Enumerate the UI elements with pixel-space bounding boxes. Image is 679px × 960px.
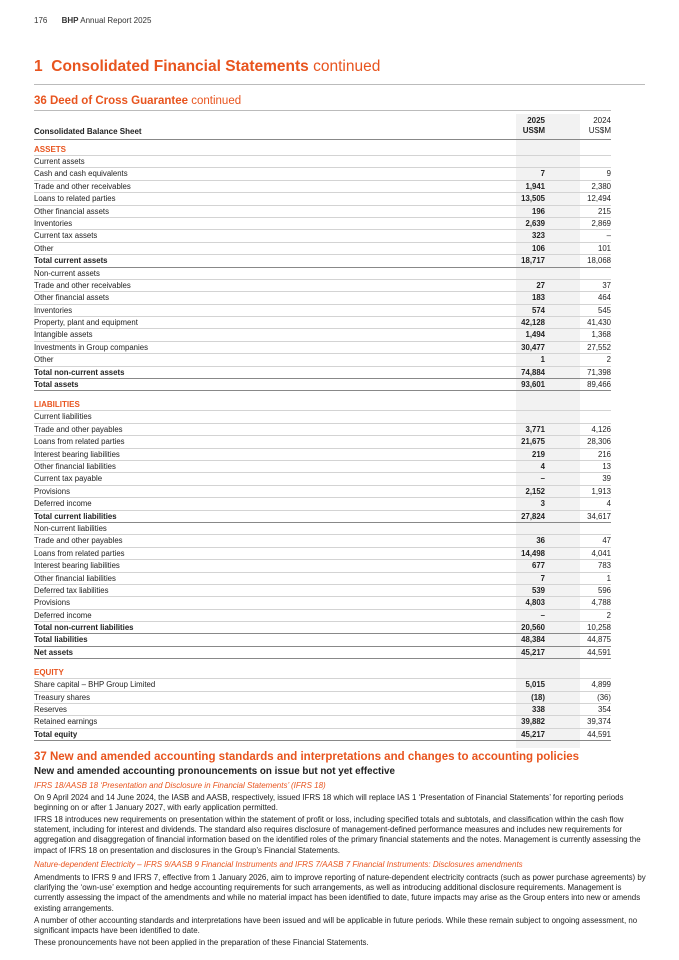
value-2024: 215 — [597, 206, 611, 216]
value-2025: 106 — [531, 243, 545, 253]
row-label: Interest bearing liabilities — [34, 561, 120, 571]
table-row — [34, 305, 611, 317]
value-2025: 2,639 — [525, 218, 545, 228]
value-2025: 45,217 — [521, 729, 545, 739]
value-2024: 545 — [597, 305, 611, 315]
row-label: Interest bearing liabilities — [34, 449, 120, 459]
table-row — [34, 243, 611, 255]
value-2024: 216 — [597, 449, 611, 459]
row-label: Total current assets — [34, 256, 108, 266]
value-2025: 39,882 — [521, 717, 545, 727]
value-2024: 4,126 — [591, 424, 611, 434]
assets-heading: ASSETS — [34, 140, 611, 156]
row-label: Deferred income — [34, 610, 92, 620]
row-label: Other financial assets — [34, 206, 109, 216]
table-row — [34, 317, 611, 329]
column-2025-header: 2025 US$M — [522, 116, 545, 135]
value-2024: 18,068 — [587, 256, 611, 266]
row-label: Total equity — [34, 729, 78, 739]
paragraph-5: These pronouncements have not been applied in the preparation of these Financial Statements. — [34, 938, 369, 947]
table-row — [34, 329, 611, 341]
table-row — [34, 704, 611, 716]
ifrs18-heading: IFRS 18/AASB 18 ‘Presentation and Disclosure in Financial Statements’ (IFRS 18) — [34, 781, 326, 790]
value-2024: 4,788 — [591, 598, 611, 608]
value-2025: 36 — [536, 536, 545, 546]
row-label: Total current liabilities — [34, 511, 117, 521]
paragraph-4: A number of other accounting standards and interpretations have been issued and will be applicable in future periods. While these remain subject to ongoing assessment, no significant impacts have been identified to date. — [34, 916, 638, 936]
value-2025: 338 — [531, 705, 545, 715]
row-label: Trade and other payables — [34, 424, 123, 434]
row-label: Total non-current assets — [34, 367, 125, 377]
table-row — [34, 449, 611, 461]
liabilities-heading: LIABILITIES — [34, 395, 611, 411]
value-2024: 9 — [606, 169, 611, 179]
non-current-liabilities-heading: Non-current liabilities — [34, 523, 611, 535]
page-title-text: Consolidated Financial Statements — [51, 58, 309, 75]
paragraph-2: IFRS 18 introduces new requirements on presentation within the statement of profit or loss, including specified totals and subtotals, and classification within the cash flow statement, including for interest and dividends. The standard also requires disclosure of management-defined performance measures and includes new requirements for aggregation and disaggregation of financial information based on the identified roles of the primary financial statements and the notes. Management is currently assessing the impact of IFRS 18 on presentation and disclosures in the Group’s Financial Statements. — [34, 815, 641, 855]
table-row — [34, 535, 611, 547]
row-label: Other financial assets — [34, 293, 109, 303]
section-37-subtitle: New and amended accounting pronouncements on issue but not yet effective — [34, 766, 395, 777]
value-2024: 783 — [597, 561, 611, 571]
table-row — [34, 486, 611, 498]
value-2024: 1 — [606, 573, 611, 583]
row-label: Treasury shares — [34, 692, 91, 702]
table-row — [34, 280, 611, 292]
row-label: Provisions — [34, 598, 70, 608]
table-row — [34, 498, 611, 510]
current-liabilities-heading: Current liabilities — [34, 411, 611, 423]
value-2024: 13 — [602, 461, 611, 471]
value-2025: 7 — [540, 573, 545, 583]
table-row — [34, 573, 611, 585]
value-2025: – — [540, 474, 545, 484]
paragraph-1: On 9 April 2024 and 14 June 2024, the IASB and AASB, respectively, issued IFRS 18 which will replace IAS 1 ‘Presentation of Financial Statements’ for reporting periods beginning on or after 1 January 2027, with early application permitted. — [34, 793, 624, 813]
value-2025: 1 — [540, 355, 545, 365]
value-2025: 7 — [540, 169, 545, 179]
value-2024: 2,380 — [591, 181, 611, 191]
table-row — [34, 354, 611, 366]
value-2025: – — [540, 610, 545, 620]
value-2024: 44,875 — [587, 635, 611, 645]
row-label: Loans from related parties — [34, 437, 125, 447]
value-2025: 574 — [531, 305, 545, 315]
value-2024: 37 — [602, 280, 611, 290]
value-2024: 28,306 — [587, 437, 611, 447]
value-2025: 14,498 — [521, 548, 545, 558]
title-rule — [34, 84, 645, 85]
value-2024: (36) — [597, 692, 611, 702]
paragraph-3: Amendments to IFRS 9 and IFRS 7, effective from 1 January 2026, aim to improve reporting of nature-dependent electricity contracts (such as power purchase agreements) by clarifying the ‘own-use’ exemption and hedge accounting requirements for such arrangements, as well as introducing additional disclosure requirements. Management is currently assessing the impact of the amendments and while no material impact has been identified to date, future impacts may arise as the Group enters into new or amends existing arrangements. — [34, 873, 646, 913]
value-2024: 1,368 — [591, 330, 611, 340]
row-label: Retained earnings — [34, 717, 98, 727]
value-2024: 12,494 — [587, 194, 611, 204]
value-2024: 2 — [606, 355, 611, 365]
value-2024: 34,617 — [587, 511, 611, 521]
section-36-suffix: continued — [191, 95, 242, 107]
value-2024: – — [606, 231, 611, 241]
value-2024: 4,041 — [591, 548, 611, 558]
table-title: Consolidated Balance Sheet — [34, 127, 142, 136]
table-row — [34, 461, 611, 473]
value-2025: 30,477 — [521, 342, 545, 352]
table-row — [34, 436, 611, 448]
row-label: Trade and other payables — [34, 536, 123, 546]
row-label: Other financial liabilities — [34, 461, 116, 471]
section-37-title: 37 New and amended accounting standards and interpretations and changes to accounting policies — [34, 751, 580, 763]
table-row — [34, 716, 611, 728]
row-label: Current tax assets — [34, 231, 98, 241]
table-row — [34, 679, 611, 691]
value-2024: 1,913 — [591, 486, 611, 496]
value-2025: 539 — [531, 585, 545, 595]
row-label: Share capital – BHP Group Limited — [34, 680, 156, 690]
row-label: Other financial liabilities — [34, 573, 116, 583]
row-label: Total non-current liabilities — [34, 623, 134, 633]
value-2025: 219 — [531, 449, 545, 459]
value-2025: 3,771 — [525, 424, 545, 434]
table-row — [34, 292, 611, 304]
net-assets-row — [34, 647, 611, 659]
table-row — [34, 342, 611, 354]
page-title-number: 1 — [34, 58, 43, 75]
table-header — [34, 110, 611, 140]
total-non-current-assets-row — [34, 367, 611, 379]
value-2024: 44,591 — [587, 647, 611, 657]
non-current-assets-list — [34, 280, 611, 367]
value-2024: 596 — [597, 585, 611, 595]
row-label: Property, plant and equipment — [34, 318, 138, 328]
table-row — [34, 610, 611, 622]
page-title — [34, 58, 380, 76]
balance-sheet-table — [34, 110, 611, 741]
page-number: 176 — [34, 16, 48, 25]
total-current-liabilities-row — [34, 511, 611, 523]
value-2024: 101 — [597, 243, 611, 253]
value-2024: 47 — [602, 536, 611, 546]
value-2024: 4 — [606, 499, 611, 509]
table-row — [34, 193, 611, 205]
equity-heading: EQUITY — [34, 663, 611, 679]
row-label: Other — [34, 355, 54, 365]
current-assets-heading: Current assets — [34, 156, 611, 168]
row-label: Total liabilities — [34, 635, 88, 645]
row-label: Loans from related parties — [34, 548, 125, 558]
value-2025: 196 — [531, 206, 545, 216]
value-2024: 71,398 — [587, 367, 611, 377]
value-2025: 1,494 — [525, 330, 545, 340]
row-label: Deferred income — [34, 499, 92, 509]
value-2025: 18,717 — [521, 256, 545, 266]
value-2025: 21,675 — [521, 437, 545, 447]
value-2025: 42,128 — [521, 318, 545, 328]
value-2024: 44,591 — [587, 729, 611, 739]
value-2024: 2,869 — [591, 218, 611, 228]
value-2025: 27,824 — [521, 511, 545, 521]
value-2024: 354 — [597, 705, 611, 715]
brand-name: BHP — [61, 16, 79, 25]
table-row — [34, 692, 611, 704]
value-2025: 183 — [531, 293, 545, 303]
row-label: Provisions — [34, 486, 70, 496]
table-row — [34, 230, 611, 242]
section-36-title: 36 Deed of Cross Guarantee — [34, 95, 189, 107]
table-row — [34, 168, 611, 180]
value-2025: 4 — [540, 461, 545, 471]
current-liabilities-list — [34, 424, 611, 511]
row-label: Net assets — [34, 647, 74, 657]
value-2025: 4,803 — [525, 598, 545, 608]
row-label: Trade and other receivables — [34, 181, 131, 191]
value-2025: 3 — [540, 499, 545, 509]
row-label: Current tax payable — [34, 474, 103, 484]
electricity-heading: Nature-dependent Electricity – IFRS 9/AASB 9 Financial Instruments and IFRS 7/AASB 7 Financial Instruments: Disclosures amendments — [34, 860, 523, 869]
value-2024: 27,552 — [587, 342, 611, 352]
value-2024: 41,430 — [587, 318, 611, 328]
value-2025: 27 — [536, 280, 545, 290]
table-row — [34, 218, 611, 230]
total-assets-row — [34, 379, 611, 391]
value-2025: 2,152 — [525, 486, 545, 496]
total-current-assets-row — [34, 255, 611, 267]
non-current-assets-heading: Non-current assets — [34, 268, 611, 280]
row-label: Investments in Group companies — [34, 342, 148, 352]
table-row — [34, 424, 611, 436]
value-2024: 89,466 — [587, 380, 611, 390]
value-2025: (18) — [531, 692, 545, 702]
row-label: Deferred tax liabilities — [34, 585, 109, 595]
table-row — [34, 206, 611, 218]
table-row — [34, 585, 611, 597]
value-2024: 39,374 — [587, 717, 611, 727]
column-2024-header: 2024 US$M — [588, 116, 611, 135]
value-2025: 677 — [531, 561, 545, 571]
value-2025: 13,505 — [521, 194, 545, 204]
table-row — [34, 548, 611, 560]
row-label: Intangible assets — [34, 330, 93, 340]
value-2024: 4,899 — [591, 680, 611, 690]
row-label: Trade and other receivables — [34, 280, 131, 290]
report-name: Annual Report 2025 — [80, 16, 152, 25]
row-label: Total assets — [34, 380, 79, 390]
equity-list — [34, 679, 611, 729]
value-2025: 20,560 — [521, 623, 545, 633]
row-label: Reserves — [34, 705, 67, 715]
value-2024: 2 — [606, 610, 611, 620]
row-label: Loans to related parties — [34, 194, 116, 204]
table-row — [34, 560, 611, 572]
current-assets-list — [34, 168, 611, 255]
row-label: Other — [34, 243, 54, 253]
table-row — [34, 181, 611, 193]
non-current-liabilities-list — [34, 535, 611, 622]
row-label: Cash and cash equivalents — [34, 169, 128, 179]
row-label: Inventories — [34, 305, 73, 315]
total-non-current-liabilities-row — [34, 622, 611, 634]
value-2025: 5,015 — [525, 680, 545, 690]
total-equity-row — [34, 729, 611, 741]
value-2025: 45,217 — [521, 647, 545, 657]
running-header — [34, 16, 151, 25]
section-36-heading — [34, 95, 241, 107]
table-row — [34, 597, 611, 609]
value-2024: 464 — [597, 293, 611, 303]
value-2025: 1,941 — [525, 181, 545, 191]
value-2025: 93,601 — [521, 380, 545, 390]
value-2025: 323 — [531, 231, 545, 241]
value-2025: 48,384 — [521, 635, 545, 645]
row-label: Inventories — [34, 218, 73, 228]
value-2025: 74,884 — [521, 367, 545, 377]
page-title-suffix: continued — [313, 58, 381, 75]
total-liabilities-row — [34, 634, 611, 646]
value-2024: 39 — [602, 474, 611, 484]
value-2024: 10,258 — [587, 623, 611, 633]
table-row — [34, 473, 611, 485]
